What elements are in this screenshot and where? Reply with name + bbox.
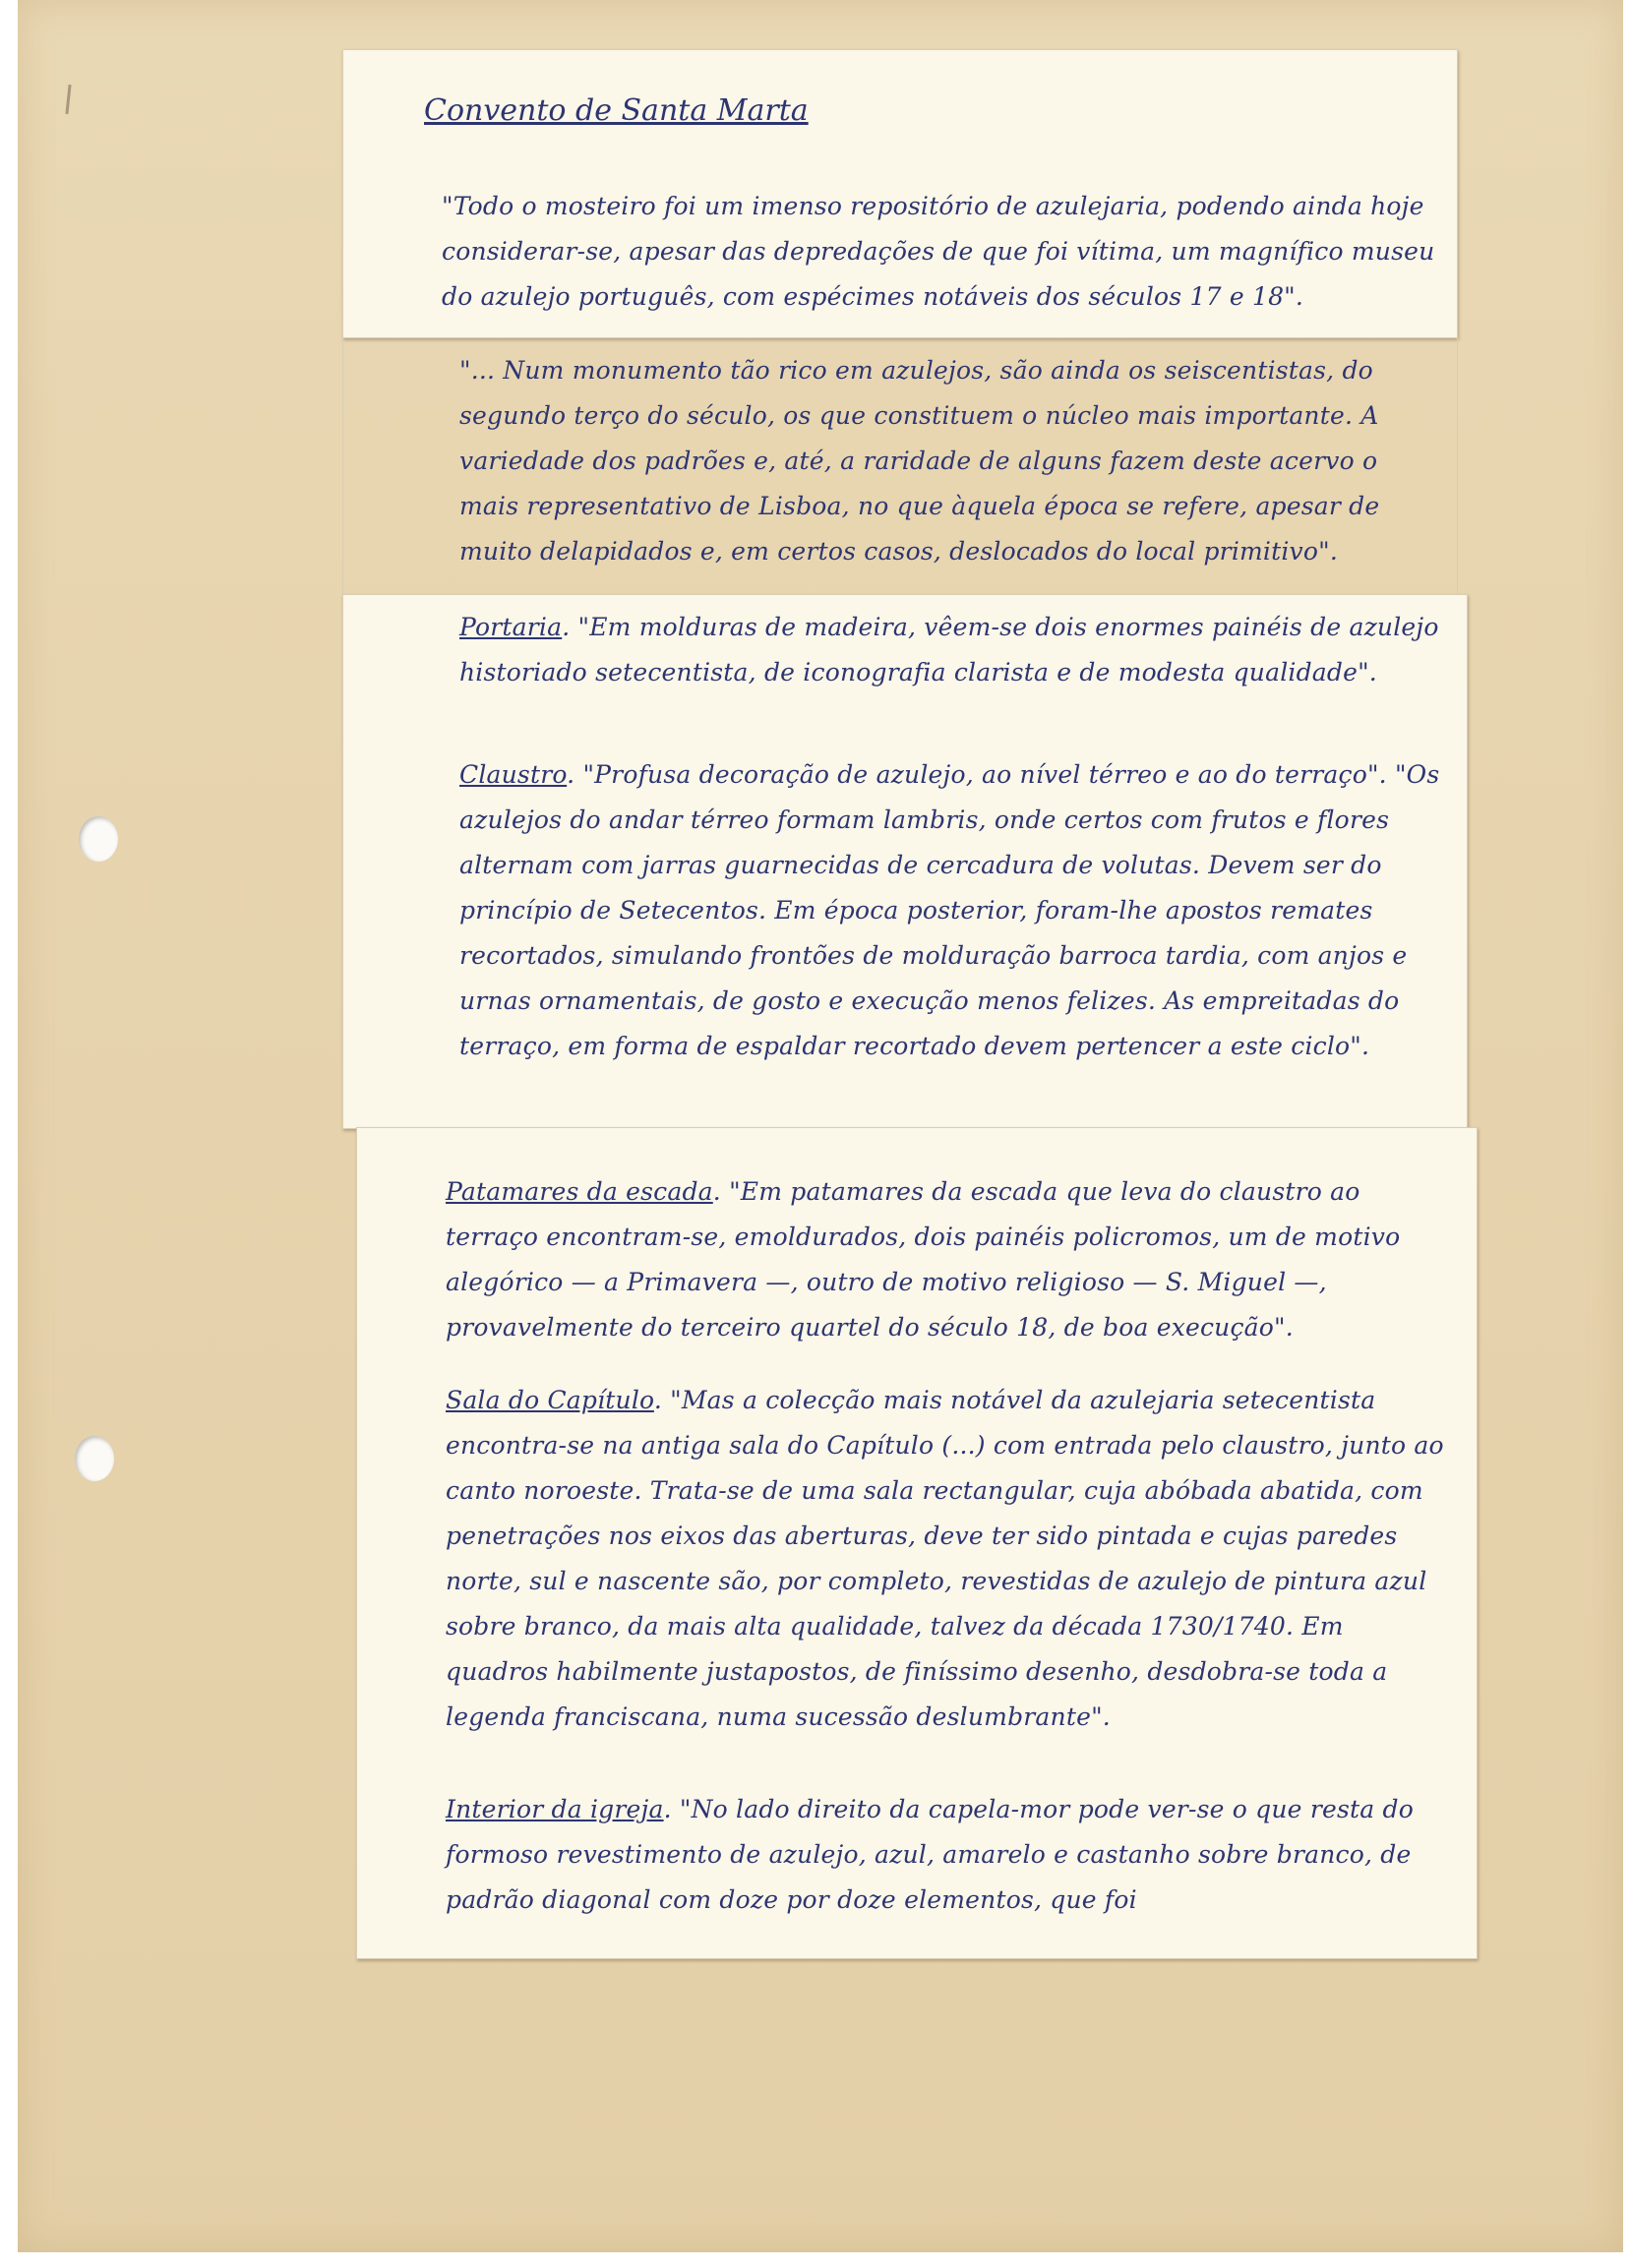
archival-sheet <box>18 0 1623 2252</box>
heading-patamares: Patamares da escada <box>446 1177 713 1206</box>
section-claustro <box>459 752 1443 1069</box>
section-interior <box>446 1787 1449 1923</box>
note-card-2 <box>342 336 1458 595</box>
text-claustro: . "Profusa decoração de azulejo, ao nível térreo e ao do terraço". "Os azulejos do andar térreo formam lambris, onde certos com frutos e flores alternam com jarras guarnecidas de cercadura de volutas. Devem ser do princípio de Setecentos. Em época posterior, foram-lhe apostos remates recortados, simulando frontões de molduração barroca tardia, com anjos e urnas ornamentais, de gosto e execução menos felizes. As empreitadas do terraço, em forma de espaldar recortado devem pertencer a este ciclo". <box>459 760 1440 1060</box>
text-portaria: . "Em molduras de madeira, vêem-se dois enormes painéis de azulejo historiado setecentista, de iconografia clarista e de modesta qualidade". <box>459 613 1439 686</box>
quote-2: "... Num monumento tão rico em azulejos, são ainda os seiscentistas, do segundo terço do século, os que constituem o núcleo mais importante. A variedade dos padrões e, até, a raridade de alguns fazem deste acervo o mais representativo de Lisboa, no que àquela época se refere, apesar de muito delapidados e, em certos casos, deslocados do local primitivo". <box>459 356 1380 566</box>
quote-1: "Todo o mosteiro foi um imenso repositório de azulejaria, podendo ainda hoje considerar-se, apesar das depredações de que foi vítima, um magnífico museu do azulejo português, com espécimes notáveis dos séculos 17 e 18". <box>442 192 1435 311</box>
section-patamares <box>446 1169 1449 1350</box>
note-card-4 <box>356 1127 1478 1959</box>
document-title: Convento de Santa Marta <box>424 93 809 128</box>
pencil-mark <box>65 85 71 114</box>
section-portaria <box>459 605 1443 695</box>
heading-portaria: Portaria <box>459 613 563 641</box>
text-patamares: . "Em patamares da escada que leva do claustro ao terraço encontram-se, emoldurados, dois painéis policromos, um de motivo alegórico — a Primavera —, outro de motivo religioso — S. Miguel —, provavelmente do terceiro quartel do século 18, de boa execução". <box>446 1177 1401 1342</box>
heading-claustro: Claustro <box>459 760 568 789</box>
heading-capitulo: Sala do Capítulo <box>446 1386 654 1414</box>
text-interior: . "No lado direito da capela-mor pode ver-se o que resta do formoso revestimento de azulejo, azul, amarelo e castanho sobre branco, de padrão diagonal com doze por doze elementos, que foi <box>446 1795 1414 1914</box>
punch-hole-lower <box>75 1436 114 1481</box>
punch-hole-upper <box>79 816 118 862</box>
section-capitulo <box>446 1378 1449 1740</box>
note-card-3 <box>342 594 1468 1129</box>
text-capitulo: . "Mas a colecção mais notável da azulejaria setecentista encontra-se na antiga sala do Capítulo (...) com entrada pelo claustro, junto ao canto noroeste. Trata-se de uma sala rectangular, cuja abóbada abatida, com penetrações nos eixos das aberturas, deve ter sido pintada e cujas paredes norte, sul e nascente são, por completo, revestidas de azulejo de pintura azul sobre branco, da mais alta qualidade, talvez da década 1730/1740. Em quadros habilmente justapostos, de finíssimo desenho, desdobra-se toda a legenda franciscana, numa sucessão deslumbrante". <box>446 1386 1444 1731</box>
heading-interior: Interior da igreja <box>446 1795 664 1823</box>
note-card-1 <box>342 49 1458 338</box>
